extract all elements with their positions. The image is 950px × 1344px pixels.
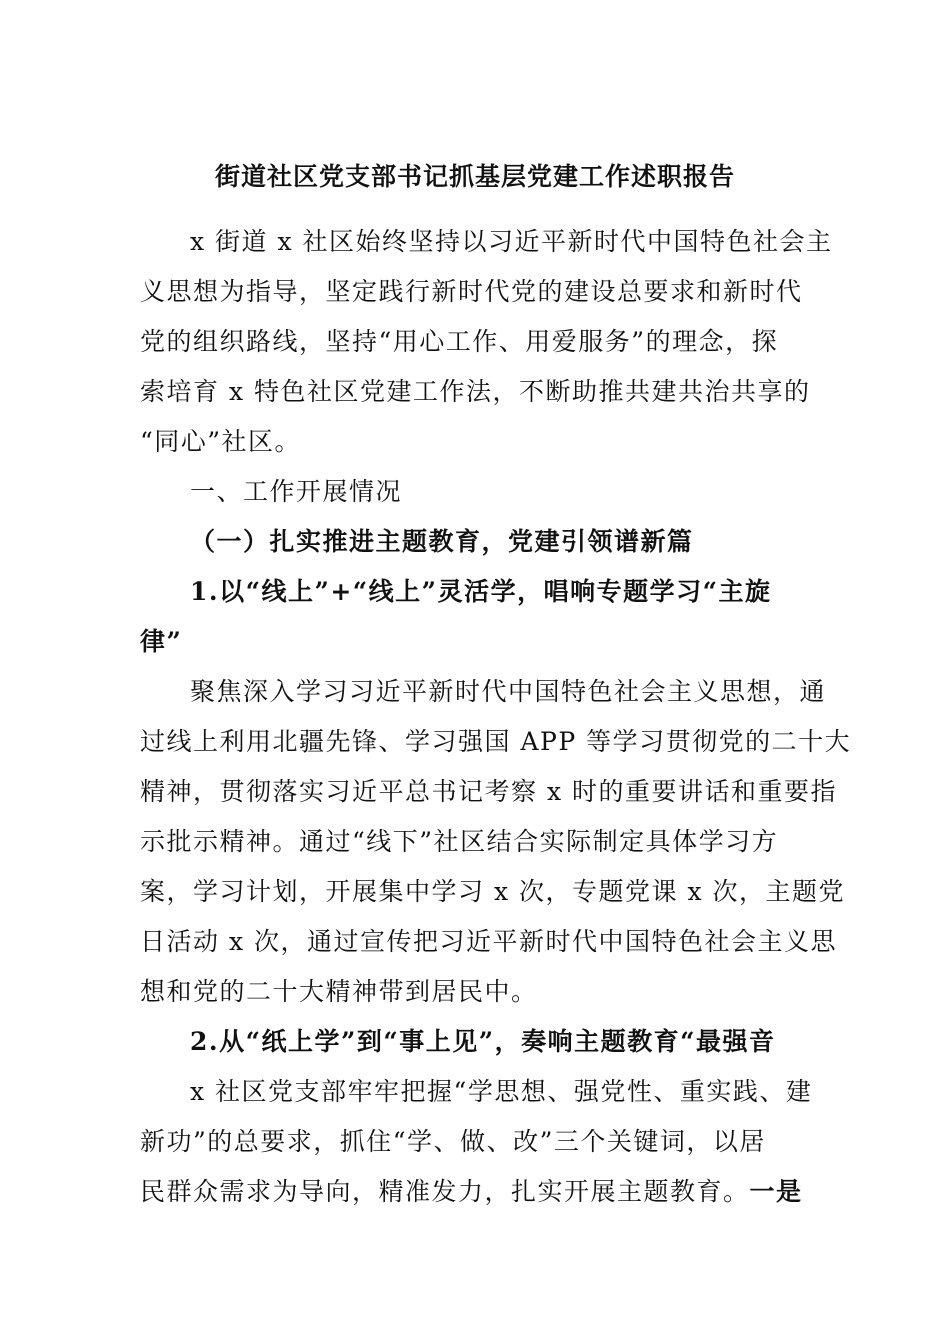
intro-line: “同心”社区。	[140, 427, 302, 456]
body-line	[140, 1172, 820, 1212]
item-heading: 1.以“线上”+“线上”灵活学，唱响专题学习“主旋	[190, 577, 772, 606]
body-line: 精神，贯彻落实习近平总书记考察 x 时的重要讲话和重要指	[140, 777, 837, 806]
subsection-heading: （一）扎实推进主题教育，党建引领谱新篇	[190, 527, 694, 556]
intro-line: 党的组织路线，坚持“用心工作、用爱服务”的理念，探	[140, 327, 779, 356]
intro-line: x 街道 x 社区始终坚持以习近平新时代中国特色社会主	[190, 227, 833, 256]
body-line: 案，学习计划，开展集中学习 x 次，专题党课 x 次，主题党	[140, 877, 845, 906]
body-line: 过线上利用北疆先锋、学习强国 APP 等学习贯彻党的二十大	[140, 727, 852, 756]
document-title: 街道社区党支部书记抓基层党建工作述职报告	[214, 162, 735, 191]
item-heading: 2.从“纸上学”到“事上见”，奏响主题教育“最强音	[190, 1027, 776, 1056]
item-heading: 律”	[140, 627, 183, 656]
section-heading: 一、工作开展情况	[190, 477, 403, 506]
intro-line: 索培育 x 特色社区党建工作法，不断助推共建共治共享的	[140, 377, 811, 406]
intro-line: 义思想为指导，坚定践行新时代党的建设总要求和新时代	[140, 277, 803, 306]
body-line: 想和党的二十大精神带到居民中。	[140, 977, 538, 1006]
body-line: 聚焦深入学习习近平新时代中国特色社会主义思想，通	[190, 677, 827, 706]
body-line: 日活动 x 次，通过宣传把习近平新时代中国特色社会主义思	[140, 927, 837, 956]
body-text: 民群众需求为导向，精准发力，扎实开展主题教育。	[140, 1177, 750, 1206]
body-line: x 社区党支部牢牢把握“学思想、强党性、重实践、建	[190, 1077, 813, 1106]
bold-marker: 一是	[749, 1177, 803, 1206]
body-line: 示批示精神。通过“线下”社区结合实际制定具体学习方	[140, 827, 779, 856]
body-line: 新功”的总要求，抓住“学、做、改”三个关键词，以居	[140, 1127, 766, 1156]
